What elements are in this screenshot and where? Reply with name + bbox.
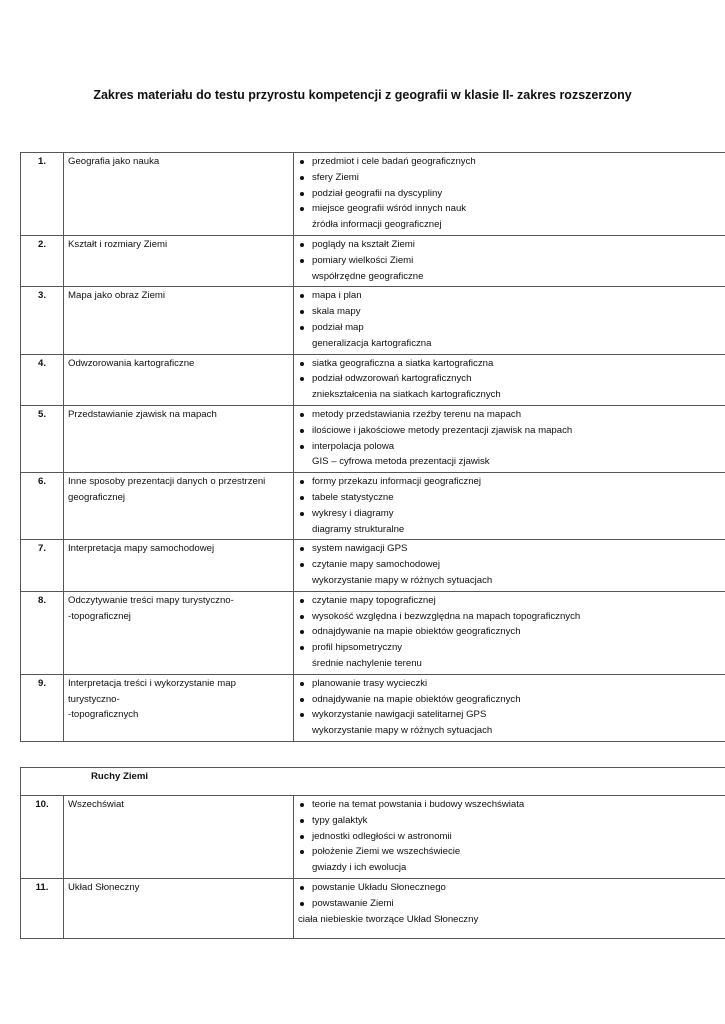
bullet-icon	[300, 377, 304, 381]
list-item-text: podział map	[312, 321, 364, 333]
bullet-icon	[300, 615, 304, 619]
list-item-text: skala mapy	[312, 306, 361, 318]
topic-line: geograficznej	[68, 491, 126, 503]
topic-cell	[64, 473, 294, 540]
list-item-continuation: wykorzystanie mapy w różnych sytuacjach	[312, 574, 493, 586]
topic-line: Kształt i rozmiary Ziemi	[68, 238, 168, 250]
row-number: 5.	[21, 405, 64, 472]
topic-cell	[64, 235, 294, 286]
content-list	[298, 797, 725, 876]
list-item	[298, 880, 725, 896]
topic-line: turystyczno-	[68, 693, 120, 705]
topic-cell	[64, 591, 294, 674]
bullet-icon	[300, 803, 304, 807]
list-item-continuation: źródła informacji geograficznej	[312, 219, 442, 231]
list-item-text: typy galaktyk	[312, 814, 368, 826]
bullet-icon	[300, 413, 304, 417]
list-item-text: jednostki odległości w astronomii	[312, 830, 452, 842]
content-cell	[294, 674, 725, 741]
content-list	[298, 676, 725, 739]
topic-line: Mapa jako obraz Ziemi	[68, 290, 166, 302]
section-header-row	[21, 768, 725, 796]
row-number: 11.	[21, 878, 64, 938]
row-number: 3.	[21, 287, 64, 354]
row-number: 8.	[21, 591, 64, 674]
list-item	[298, 201, 725, 217]
list-item-continuation: zniekształcenia na siatkach kartograficznych	[312, 389, 501, 401]
list-item	[298, 320, 725, 336]
list-item-text: siatka geograficzna a siatka kartograficzna	[312, 357, 494, 369]
row-number: 7.	[21, 540, 64, 591]
table-row	[21, 235, 725, 286]
list-item-text: mapa i plan	[312, 290, 362, 302]
list-item	[298, 541, 725, 557]
content-list	[298, 288, 725, 351]
content-cell	[294, 540, 725, 591]
topic-line: Interpretacja mapy samochodowej	[68, 543, 215, 555]
list-item-continuation: średnie nachylenie terenu	[312, 657, 422, 669]
content-cell	[294, 354, 725, 405]
list-item-text: powstawanie Ziemi	[312, 897, 394, 909]
list-item-text: podział geografii na dyscypliny	[312, 187, 443, 199]
bullet-icon	[300, 713, 304, 717]
bullet-icon	[300, 819, 304, 823]
list-item	[298, 423, 725, 439]
list-item-text: odnajdywanie na mapie obiektów geograficznych	[312, 626, 521, 638]
list-item-text: sfery Ziemi	[312, 171, 359, 183]
topic-cell	[64, 153, 294, 236]
row-number: 10.	[21, 796, 64, 879]
content-list	[298, 880, 725, 927]
list-item	[298, 237, 725, 253]
bullet-icon	[300, 310, 304, 314]
list-item	[298, 593, 725, 609]
content-list	[298, 356, 725, 403]
list-item	[298, 506, 725, 522]
list-item-text: planowanie trasy wycieczki	[312, 677, 428, 689]
list-item	[298, 676, 725, 692]
bullet-icon	[300, 902, 304, 906]
list-item	[298, 707, 725, 723]
list-item-text: czytanie mapy samochodowej	[312, 559, 440, 571]
content-list	[298, 541, 725, 588]
list-item-continuation: wykorzystanie mapy w różnych sytuacjach	[312, 725, 493, 737]
table-row	[21, 674, 725, 741]
list-item-continuation: ciała niebieskie tworzące Układ Słoneczny	[298, 913, 479, 925]
list-item-text: czytanie mapy topograficznej	[312, 594, 436, 606]
list-item-text: odnajdywanie na mapie obiektów geograficznych	[312, 693, 521, 705]
list-item-text: miejsce geografii wśród innych nauk	[312, 203, 467, 215]
topics-table-2	[20, 767, 725, 939]
table-row	[21, 153, 725, 236]
content-cell	[294, 473, 725, 540]
list-item	[298, 640, 725, 656]
list-item	[298, 371, 725, 387]
list-item	[298, 797, 725, 813]
list-item	[298, 844, 725, 860]
bullet-icon	[300, 160, 304, 164]
topic-line: Inne sposoby prezentacji danych o przestrzeni	[68, 476, 266, 488]
bullet-icon	[300, 429, 304, 433]
list-item-text: pomiary wielkości Ziemi	[312, 254, 414, 266]
content-list	[298, 407, 725, 470]
content-cell	[294, 591, 725, 674]
bullet-icon	[300, 445, 304, 449]
table-row	[21, 591, 725, 674]
bullet-icon	[300, 512, 304, 516]
table-row	[21, 540, 725, 591]
content-cell	[294, 153, 725, 236]
bullet-icon	[300, 850, 304, 854]
bullet-icon	[300, 192, 304, 196]
list-item-text: system nawigacji GPS	[312, 543, 408, 555]
bullet-icon	[300, 563, 304, 567]
bullet-icon	[300, 362, 304, 366]
table-row	[21, 878, 725, 938]
list-item	[298, 829, 725, 845]
topic-line: -topograficznych	[68, 709, 139, 721]
list-item-text: wykorzystanie nawigacji satelitarnej GPS	[312, 709, 487, 721]
list-item	[298, 253, 725, 269]
row-number: 9.	[21, 674, 64, 741]
list-item	[298, 813, 725, 829]
list-item	[298, 474, 725, 490]
bullet-icon	[300, 599, 304, 603]
topic-cell	[64, 674, 294, 741]
topic-line: Układ Słoneczny	[68, 881, 140, 893]
topics-table-1	[20, 152, 725, 742]
table-row	[21, 473, 725, 540]
list-item-continuation: współrzędne geograficzne	[312, 270, 424, 282]
bullet-icon	[300, 243, 304, 247]
list-item	[298, 288, 725, 304]
list-item	[298, 557, 725, 573]
list-item	[298, 609, 725, 625]
list-item	[298, 186, 725, 202]
bullet-icon	[300, 630, 304, 634]
bullet-icon	[300, 886, 304, 890]
topic-line: Geografia jako nauka	[68, 156, 160, 167]
list-item-text: powstanie Układu Słonecznego	[312, 881, 446, 893]
bullet-icon	[300, 698, 304, 702]
content-list	[298, 474, 725, 537]
topic-cell	[64, 796, 294, 879]
row-number: 4.	[21, 354, 64, 405]
list-item-text: poglądy na kształt Ziemi	[312, 238, 415, 250]
list-item-text: wykresy i diagramy	[312, 507, 394, 519]
bullet-icon	[300, 496, 304, 500]
bullet-icon	[300, 259, 304, 263]
list-item	[298, 170, 725, 186]
list-item-text: formy przekazu informacji geograficznej	[312, 476, 482, 488]
topic-line: Odwzorowania kartograficzne	[68, 357, 195, 369]
bullet-icon	[300, 547, 304, 551]
list-item	[298, 304, 725, 320]
bullet-icon	[300, 646, 304, 650]
list-item-continuation: gwiazdy i ich ewolucja	[312, 862, 407, 874]
content-cell	[294, 235, 725, 286]
bullet-icon	[300, 835, 304, 839]
bullet-icon	[300, 480, 304, 484]
row-number: 1.	[21, 153, 64, 236]
topic-cell	[64, 878, 294, 938]
topic-cell	[64, 354, 294, 405]
list-item-text: metody przedstawiania rzeźby terenu na mapach	[312, 408, 522, 420]
list-item-continuation: diagramy strukturalne	[312, 523, 405, 535]
list-item	[298, 624, 725, 640]
topic-line: Interpretacja treści i wykorzystanie map	[68, 677, 236, 689]
topic-line: Odczytywanie treści mapy turystyczno-	[68, 594, 234, 606]
bullet-icon	[300, 207, 304, 211]
content-cell	[294, 796, 725, 879]
section-heading: Ruchy Ziemi	[21, 768, 725, 796]
content-cell	[294, 405, 725, 472]
list-item-text: położenie Ziemi we wszechświecie	[312, 846, 461, 858]
list-item-text: ilościowe i jakościowe metody prezentacji zjawisk na mapach	[312, 424, 573, 436]
content-cell	[294, 878, 725, 938]
list-item-text: tabele statystyczne	[312, 491, 394, 503]
list-item-text: profil hipsometryczny	[312, 642, 403, 654]
list-item	[298, 154, 725, 170]
topic-cell	[64, 540, 294, 591]
row-number: 2.	[21, 235, 64, 286]
row-number: 6.	[21, 473, 64, 540]
list-item	[298, 356, 725, 372]
list-item	[298, 490, 725, 506]
list-item-text: teorie na temat powstania i budowy wszechświata	[312, 799, 525, 810]
list-item-continuation: generalizacja kartograficzna	[312, 337, 432, 349]
topic-line: -topograficznej	[68, 610, 131, 622]
content-list	[298, 593, 725, 672]
table-row	[21, 796, 725, 879]
list-item-text: podział odwzorowań kartograficznych	[312, 373, 472, 385]
topic-line: Wszechświat	[68, 799, 124, 810]
list-item-text: wysokość względna i bezwzględna na mapach topograficznych	[312, 610, 581, 622]
table-row	[21, 405, 725, 472]
content-list	[298, 154, 725, 233]
bullet-icon	[300, 176, 304, 180]
topic-cell	[64, 287, 294, 354]
bullet-icon	[300, 294, 304, 298]
list-item	[298, 896, 725, 912]
bullet-icon	[300, 682, 304, 686]
content-cell	[294, 287, 725, 354]
table-row	[21, 287, 725, 354]
list-item	[298, 407, 725, 423]
list-item-text: interpolacja polowa	[312, 440, 395, 452]
list-item	[298, 692, 725, 708]
list-item	[298, 439, 725, 455]
topic-cell	[64, 405, 294, 472]
table-row	[21, 354, 725, 405]
topic-line: Przedstawianie zjawisk na mapach	[68, 408, 217, 420]
list-item-continuation: GIS – cyfrowa metoda prezentacji zjawisk	[312, 456, 490, 468]
page-title: Zakres materiału do testu przyrostu kompetencji z geografii w klasie II- zakres rozszerzony	[93, 88, 632, 102]
list-item-text: przedmiot i cele badań geograficznych	[312, 156, 476, 167]
content-list	[298, 237, 725, 284]
bullet-icon	[300, 326, 304, 330]
